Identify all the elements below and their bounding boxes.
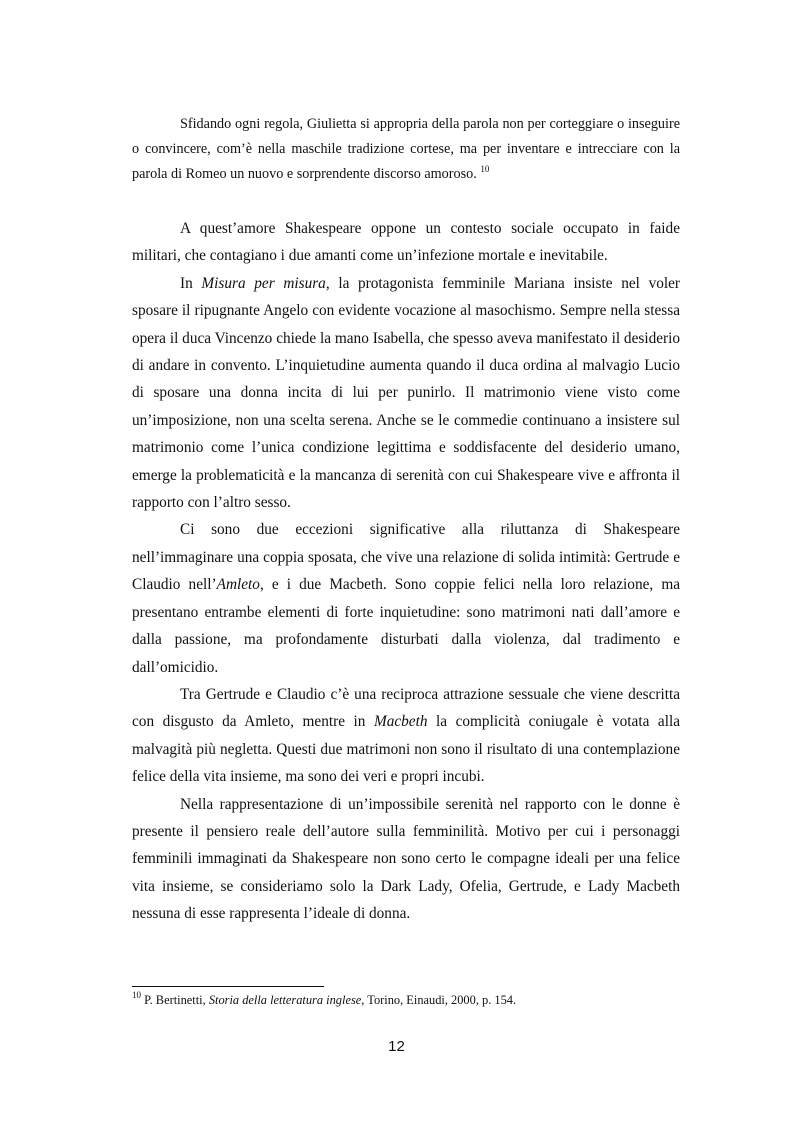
- work-title-amleto: Amleto: [216, 576, 260, 594]
- paragraph-2: In Misura per misura, la protagonista femminile Mariana insiste nel voler sposare il ripugnante Angelo con evidente vocazione al masochismo. Sempre nella stessa opera il duca Vincenzo chiede la mano Isabella, che spesso aveva manifestato il desiderio di andare in convento. L’inquietudine aumenta quando il duca ordina al malvagio Lucio di sposare una donna incita di lui per punirlo. Il matrimonio viene visto come un’imposizione, non una scelta serena. Anche se le commedie continuano a insistere sul matrimonio come l’unica condizione legittima e soddisfacente del desiderio umano, emerge la problematicità e la mancanza di serenità con cui Shakespeare vive e affronta il rapporto con l’altro sesso.: [132, 274, 680, 512]
- work-title-misura: Misura per misura: [201, 274, 326, 292]
- quote-paragraph: [132, 112, 680, 187]
- paragraph-3: Ci sono due eccezioni significative alla riluttanza di Shakespeare nell’immaginare una coppia sposata, che vive una relazione di solida intimità: Gertrude e Claudio nell’Amleto, e i due Macbeth. Sono coppie felici nella loro relazione, ma presentano entrambe elementi di forte inquietudine: sono matrimoni nati dall’amore e dalla passione, ma profondamente disturbati dalla violenza, dal tradimento e dall’omicidio.: [132, 521, 681, 676]
- main-text: [132, 215, 680, 928]
- footnote-book-title: Storia della letteratura inglese: [208, 993, 362, 1007]
- quoted-passage: [132, 112, 680, 187]
- work-title-macbeth: Macbeth: [373, 713, 428, 731]
- paragraph-5: Nella rappresentazione di un’impossibile serenità nel rapporto con le donne è presente il pensiero reale dell’autore sulla femminilità. Motivo per cui i personaggi femminili immaginati da Shakespeare non sono certo le compagne ideali per una felice vita insieme, se consideriamo solo la Dark Lady, Ofelia, Gertrude, e Lady Macbeth nessuna di esse rappresenta l’ideale di donna.: [132, 795, 680, 923]
- quote-text: Sfidando ogni regola, Giulietta si appropria della parola non per corteggiare o inseguire o convincere, com’è nella maschile tradizione cortese, ma per inventare e intrecciare con la parola di Romeo un nuovo e sorprendente discorso amoroso.: [132, 116, 680, 182]
- footnote-number: 10: [132, 990, 141, 1000]
- paragraph-1: A quest’amore Shakespeare oppone un contesto sociale occupato in faide militari, che contagiano i due amanti come un’infezione mortale e inevitabile.: [132, 220, 680, 265]
- page-number: 12: [388, 1038, 405, 1055]
- footnote-divider: [132, 986, 324, 987]
- footnote-reference: 10: [480, 164, 490, 174]
- paragraph-4: Tra Gertrude e Claudio c’è una reciproca attrazione sessuale che viene descritta con disgusto da Amleto, mentre in Macbeth la complicità coniugale è votata alla malvagità più negletta. Questi due matrimoni non sono il risultato di una contemplazione felice della vita insieme, ma sono dei veri e propri incubi.: [132, 685, 680, 786]
- footnote: $^{10}$ P. Bertinetti, Storia della letteratura inglese, Torino, Einaudi, 2000, p. 154.: [132, 990, 517, 1007]
